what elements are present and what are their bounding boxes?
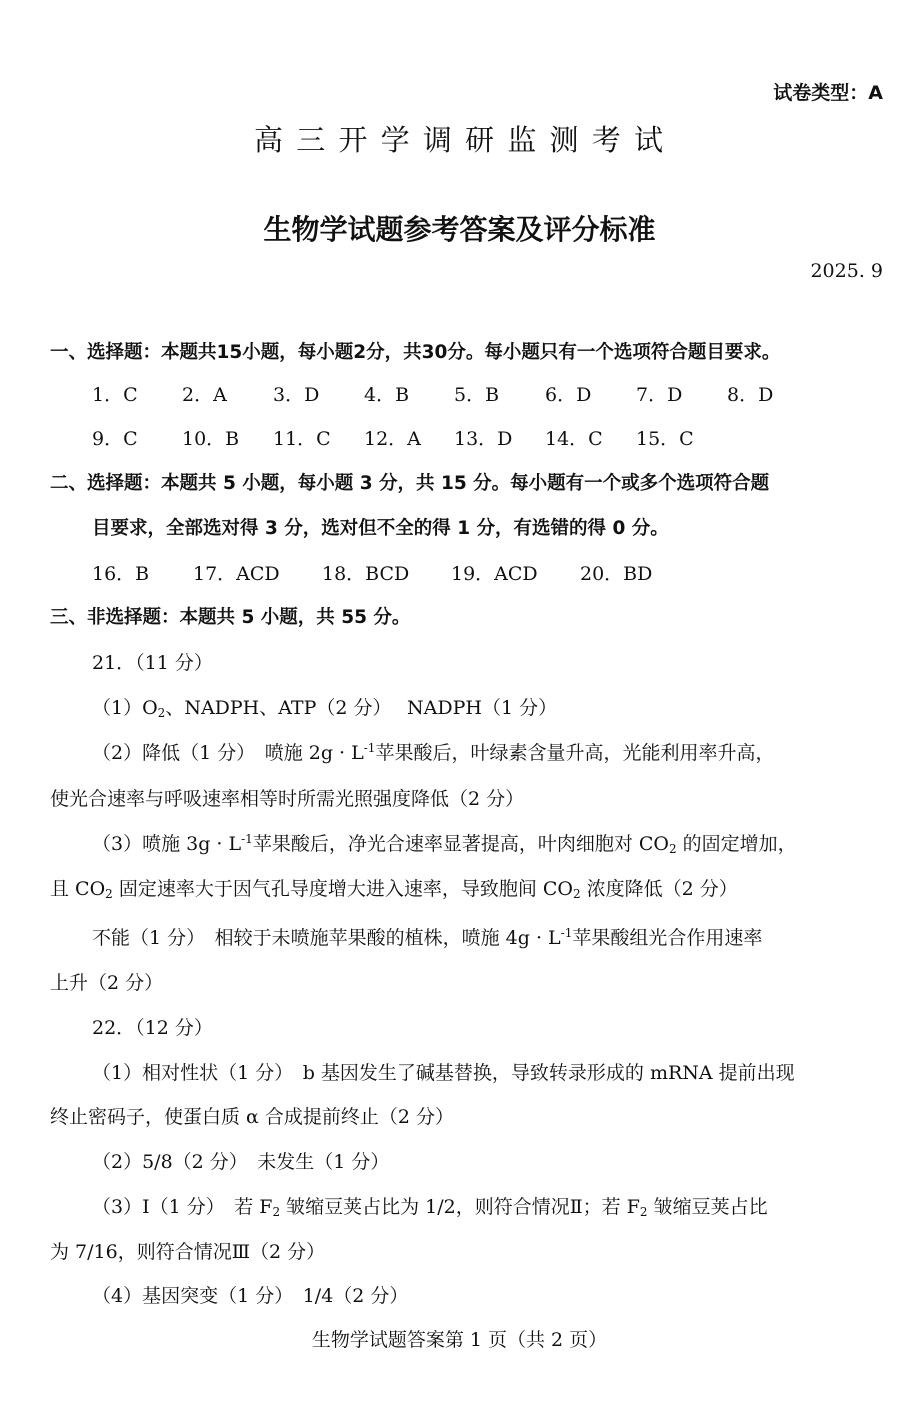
q22-part3-line1: （3）Ⅰ（1 分） 若 $F_2$ 皱缩豆荚占比为 1/2，则符合情况Ⅱ；若 $F_2$ 皱缩豆荚占比 <box>92 1196 768 1219</box>
q21-part4-line2: 上升（2 分） <box>50 972 164 994</box>
section2-answers <box>0 563 919 587</box>
answer-item: 15．C <box>636 428 694 450</box>
answer-item: 14．C <box>545 428 603 450</box>
answer-item: 19．ACD <box>451 563 538 585</box>
q21-part4-line1: 不能（1 分） 相较于未喷施苹果酸的植株，喷施 $4g \cdot L^{-1}$苹果酸组光合作用速率 <box>92 926 763 949</box>
answer-item: 3．D <box>273 384 320 406</box>
answer-item: 18．BCD <box>322 563 410 585</box>
answer-item: 5．B <box>454 384 500 406</box>
answer-item: 9．C <box>92 428 138 450</box>
q22-part4: （4）基因突变（1 分） 1/4（2 分） <box>92 1285 409 1307</box>
q22-part1-line2: 终止密码子，使蛋白质 α 合成提前终止（2 分） <box>50 1106 455 1128</box>
page-footer: 生物学试题答案第 1 页（共 2 页） <box>311 1329 608 1351</box>
answer-item: 11．C <box>273 428 331 450</box>
section1-answers-row2 <box>0 428 919 452</box>
section2-heading-line1: 二、选择题：本题共 5 小题，每小题 3 分，共 15 分。每小题有一个或多个选项符合题 <box>50 473 770 494</box>
section1-answers-row1 <box>0 384 919 408</box>
q21-part3-line1: （3）喷施 $3g \cdot L^{-1}$苹果酸后，净光合速率显著提高，叶肉细胞对 $CO_2$ 的固定增加， <box>92 832 797 856</box>
document-date: 2025. 9 <box>810 260 883 282</box>
section1-heading: 一、选择题：本题共15小题，每小题2分，共30分。每小题只有一个选项符合题目要求。 <box>50 342 781 363</box>
paper-type: 试卷类型：A <box>773 82 883 104</box>
answer-item: 10．B <box>182 428 240 450</box>
exam-title: 高 三 开 学 调 研 监 测 考 试 <box>254 123 665 157</box>
answer-item: 8．D <box>727 384 774 406</box>
answer-item: 6．D <box>545 384 592 406</box>
answer-item: 17．ACD <box>193 563 280 585</box>
q21-part2-line2: 使光合速率与呼吸速率相等时所需光照强度降低（2 分） <box>50 788 525 810</box>
section2-heading-line2: 目要求，全部选对得 3 分，选对但不全的得 1 分，有选错的得 0 分。 <box>92 518 669 539</box>
answer-item: 16．B <box>92 563 150 585</box>
q22-part2: （2）5/8（2 分） 未发生（1 分） <box>92 1151 390 1173</box>
section3-heading: 三、非选择题：本题共 5 小题，共 55 分。 <box>50 607 411 628</box>
q21-label: 21．（11 分） <box>92 652 213 674</box>
answer-item: 20．BD <box>580 563 653 585</box>
q22-part3-line2: 为 7/16，则符合情况Ⅲ（2 分） <box>50 1241 326 1263</box>
q22-part1-line1: （1）相对性状（1 分） b 基因发生了碱基替换，导致转录形成的 mRNA 提前出现 <box>92 1062 795 1084</box>
document-title: 生物学试题参考答案及评分标准 <box>263 213 656 246</box>
q21-part2-line1: （2）降低（1 分） 喷施 $2g \cdot L^{-1}$苹果酸后，叶绿素含量升高，光能利用率升高， <box>92 741 775 764</box>
answer-item: 1．C <box>92 384 138 406</box>
answer-item: 2．A <box>182 384 227 406</box>
answer-item: 13．D <box>454 428 513 450</box>
q21-part1: $(1)O_2$、NADPH、ATP（2 分） NADPH（1 分） <box>92 697 558 720</box>
answer-item: 12．A <box>364 428 421 450</box>
answer-item: 7．D <box>636 384 683 406</box>
q21-part3-line2: 且 $CO_2$ 固定速率大于因气孔导度增大进入速率，导致胞间 $CO_2$ 浓度降低（2 分） <box>50 878 738 901</box>
answer-item: 4．B <box>364 384 410 406</box>
q22-label: 22．（12 分） <box>92 1017 213 1039</box>
